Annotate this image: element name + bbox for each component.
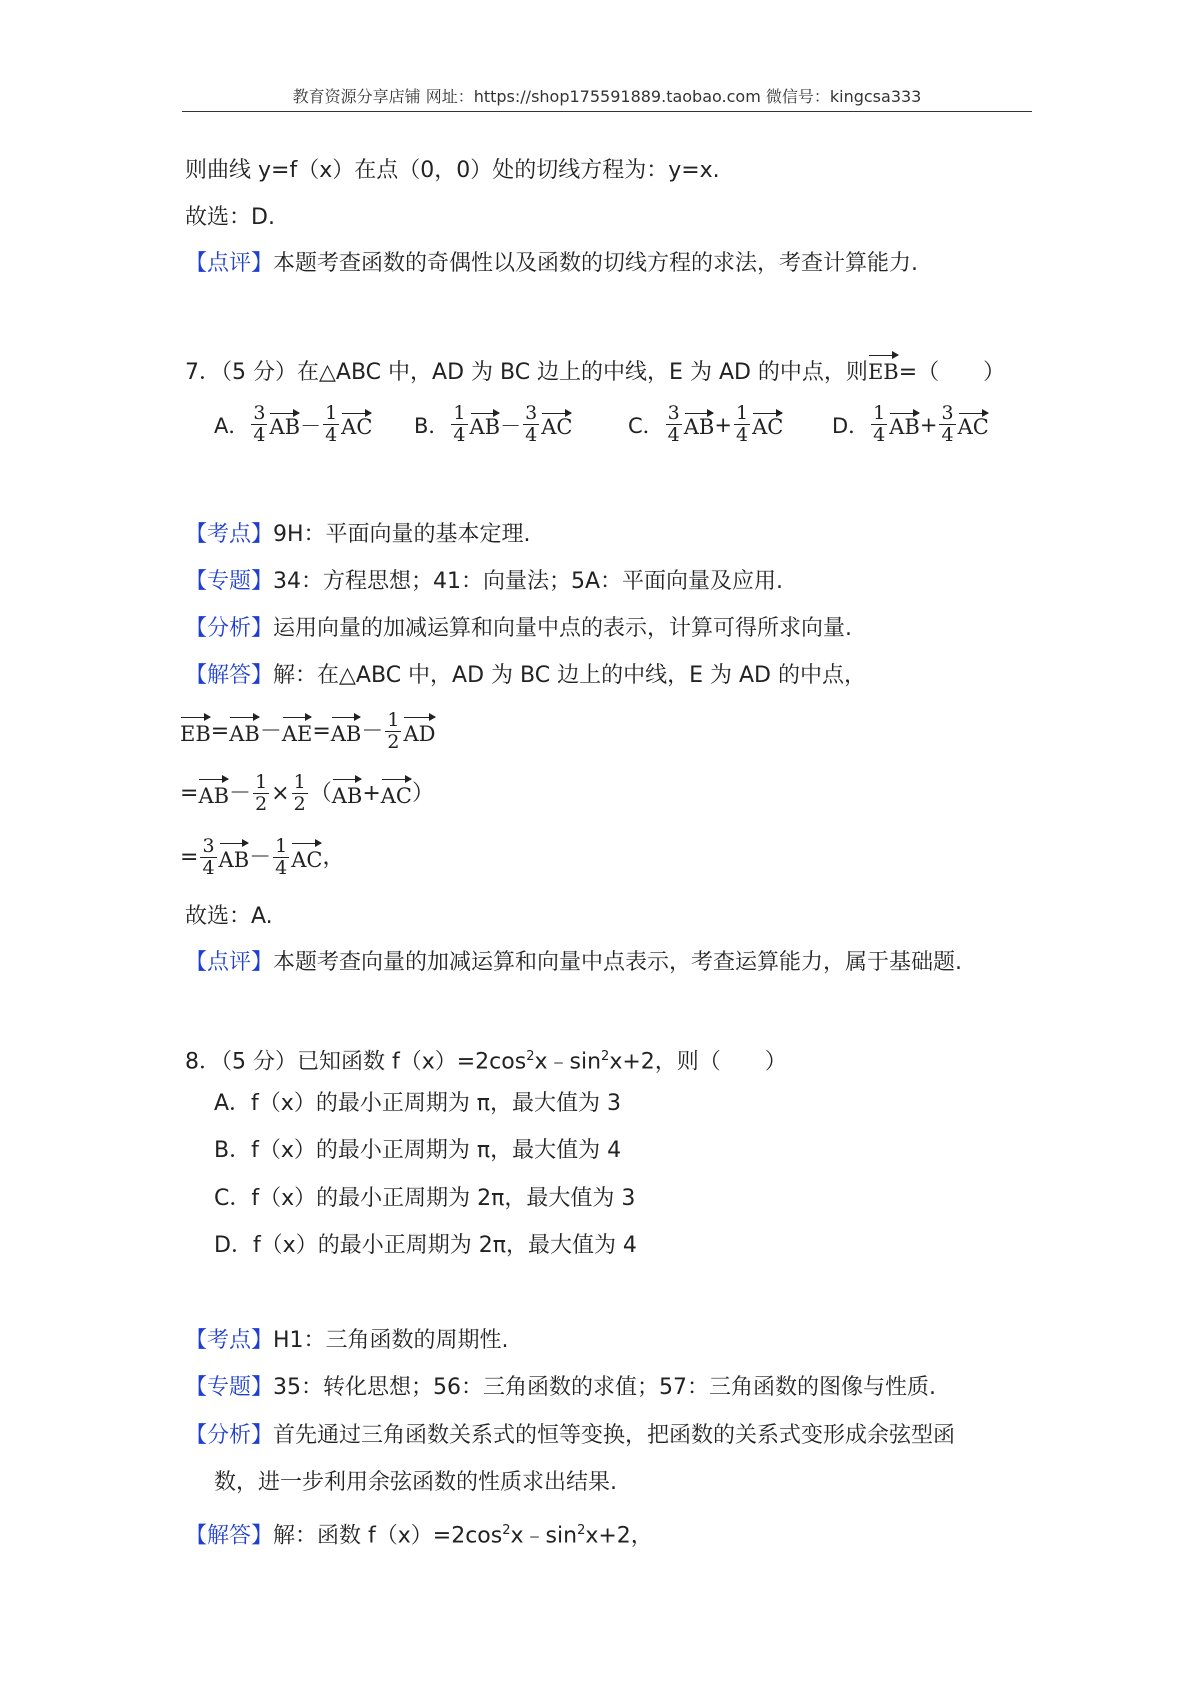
vector-ac: AC (291, 841, 322, 875)
equals: = (180, 780, 199, 806)
operator: － (300, 413, 322, 438)
vector-eb: EB (180, 715, 211, 749)
vector-ab: AB (219, 841, 250, 875)
fenxi-text: 运用向量的加减运算和向量中点的表示，计算可得所求向量. (273, 616, 853, 641)
q8-option-c: C．f（x）的最小正周期为 2π，最大值为 3 (214, 1186, 636, 1211)
q7-step1 (180, 710, 436, 753)
zhuanti-tag: 【专题】 (185, 1375, 274, 1400)
vector-ac: AC (541, 411, 572, 439)
fraction: $\frac{3}{4}$ (667, 402, 680, 446)
q7-option-b (414, 403, 572, 446)
superscript: 2 (502, 1523, 511, 1538)
operator: － (500, 413, 522, 438)
header-divider (182, 111, 1032, 112)
q7-choice: 故选：A. (185, 904, 273, 929)
equals: = (210, 718, 230, 744)
page-header: 教育资源分享店铺 网址：https://shop175591889.taobao.com 微信号：kingcsa333 (292, 87, 922, 106)
vector-ad: AD (403, 715, 435, 749)
q8-option-d: D．f（x）的最小正周期为 2π，最大值为 4 (214, 1233, 637, 1258)
fraction: $\frac{3}{4}$ (941, 402, 954, 446)
jieda-text: x﹣sin (510, 1523, 578, 1549)
operator: － (249, 844, 272, 870)
operator: + (714, 412, 732, 437)
comment-text: 本题考查向量的加减运算和向量中点表示，考查运算能力，属于基础题. (273, 950, 963, 975)
q8-option-b: B．f（x）的最小正周期为 π，最大值为 4 (214, 1138, 622, 1163)
option-label: C． (628, 413, 664, 438)
vector-ac: AC (381, 777, 412, 811)
punctuation: ， (322, 844, 345, 870)
q7-jieda (185, 661, 866, 691)
fraction: $\frac{1}{4}$ (453, 402, 466, 446)
q7-option-a (214, 403, 372, 446)
zhuanti-text: 35：转化思想；56：三角函数的求值；57：三角函数的图像与性质. (273, 1375, 936, 1400)
q8-stem-part: x+2，则（ ） (609, 1049, 787, 1075)
operator: － (361, 718, 384, 744)
jieda-tag: 【解答】 (185, 663, 274, 688)
q7-zhuanti (185, 567, 783, 597)
left-paren: （ (309, 780, 332, 806)
comment-tag: 【点评】 (185, 251, 274, 276)
q7-comment (185, 948, 962, 978)
vector-ab: AB (229, 715, 260, 749)
operator: － (229, 780, 252, 806)
q7-option-d (832, 403, 989, 446)
superscript: 2 (526, 1049, 535, 1064)
q8-option-a: A．f（x）的最小正周期为 π，最大值为 3 (214, 1091, 622, 1116)
q8-jieda (185, 1516, 653, 1551)
jieda-tag: 【解答】 (185, 1523, 274, 1549)
q7-kaodian (185, 520, 531, 550)
kaodian-tag: 【考点】 (185, 522, 274, 547)
vector-ac: AC (752, 411, 783, 439)
vector-ab: AB (332, 777, 363, 811)
operator: + (919, 412, 938, 437)
operator: + (362, 780, 381, 806)
option-label: A． (214, 413, 250, 438)
fraction: $\frac{1}{2}$ (387, 709, 400, 753)
q7-stem-vector: EB (868, 353, 899, 387)
kaodian-text: H1：三角函数的周期性. (273, 1328, 509, 1353)
right-paren: ） (411, 780, 434, 806)
q8-fenxi-continued: 数，进一步利用余弦函数的性质求出结果. (214, 1470, 617, 1495)
q7-stem (185, 353, 1005, 388)
q8-stem-part: 8．（5 分）已知函数 f（x）=2cos (185, 1049, 527, 1075)
operator: － (259, 718, 282, 744)
fraction: $\frac{3}{4}$ (253, 402, 266, 446)
vector-ab: AB (684, 411, 715, 439)
superscript: 2 (577, 1523, 586, 1538)
option-label: B． (414, 413, 450, 438)
q7-fenxi (185, 614, 852, 644)
zhuanti-text: 34：方程思想；41：向量法；5A：平面向量及应用. (273, 569, 784, 594)
superscript: 2 (601, 1049, 610, 1064)
fraction: $\frac{1}{4}$ (735, 402, 749, 446)
fraction: $\frac{1}{4}$ (873, 402, 886, 446)
vector-ab: AB (331, 715, 362, 749)
prev-choice-line: 故选：D. (185, 205, 275, 230)
vector-ac: AC (958, 411, 989, 439)
fraction: $\frac{3}{4}$ (202, 835, 215, 879)
vector-ab: AB (269, 411, 300, 439)
q8-kaodian (185, 1326, 509, 1356)
kaodian-tag: 【考点】 (185, 1328, 274, 1353)
q7-option-c (628, 403, 783, 446)
fenxi-text: 首先通过三角函数关系式的恒等变换，把函数的关系式变形成余弦型函 (273, 1423, 956, 1448)
vector-ab: AB (198, 777, 229, 811)
jieda-text: x+2， (585, 1523, 653, 1549)
jieda-text: 解：在△ABC 中，AD 为 BC 边上的中线，E 为 AD 的中点， (273, 663, 866, 688)
kaodian-text: 9H：平面向量的基本定理. (273, 522, 531, 547)
fraction: $\frac{1}{4}$ (325, 402, 338, 446)
comment-tag: 【点评】 (185, 950, 274, 975)
q8-zhuanti (185, 1373, 936, 1403)
fraction: $\frac{3}{4}$ (525, 402, 538, 446)
jieda-text: 解：函数 f（x）=2cos (273, 1523, 503, 1549)
equals: = (312, 718, 331, 744)
vector-ae: AE (282, 715, 313, 749)
fraction: $\frac{1}{2}$ (293, 771, 306, 815)
q8-stem (185, 1042, 787, 1077)
prev-solution-line: 则曲线 y=f（x）在点（0，0）处的切线方程为：y=x. (185, 158, 720, 183)
equals: = (180, 844, 199, 870)
fenxi-tag: 【分析】 (185, 1423, 274, 1448)
zhuanti-tag: 【专题】 (185, 569, 274, 594)
vector-ab: AB (889, 411, 920, 439)
fenxi-tag: 【分析】 (185, 616, 274, 641)
fraction: $\frac{1}{4}$ (275, 835, 288, 879)
prev-comment (185, 249, 918, 279)
q7-stem-prefix: 7．（5 分）在△ABC 中，AD 为 BC 边上的中线，E 为 AD 的中点，则 (185, 360, 868, 385)
fraction: $\frac{1}{2}$ (255, 771, 268, 815)
q8-fenxi (185, 1421, 955, 1451)
q7-step2 (180, 772, 434, 815)
q7-stem-suffix: =（ ） (898, 360, 1006, 385)
comment-text: 本题考查函数的奇偶性以及函数的切线方程的求法，考查计算能力. (273, 251, 919, 276)
q8-stem-part: x﹣sin (534, 1049, 602, 1075)
option-label: D． (832, 413, 870, 438)
vector-ac: AC (341, 411, 372, 439)
q7-step3 (180, 836, 345, 879)
vector-ab: AB (470, 411, 501, 439)
times-sign: × (271, 780, 290, 806)
